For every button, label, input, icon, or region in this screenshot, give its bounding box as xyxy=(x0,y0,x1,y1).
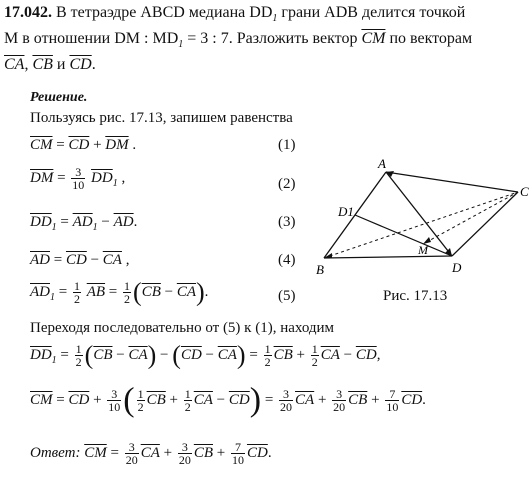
vector-cd: $\overline{CD}$ xyxy=(69,56,92,73)
edge-ac xyxy=(386,172,518,192)
equation-1: $\overline{CM} = \overline{CD} + \overline{DM}$ . xyxy=(30,137,137,153)
equation-3: $\overline{DD}_1 = \overline{AD}_1 - \overline{AD}$. xyxy=(30,214,138,233)
conj-and: и xyxy=(56,56,66,73)
tetrahedron-figure xyxy=(314,150,529,280)
equation-number-5: (5) xyxy=(278,288,296,304)
equation-2: $\overline{DM}$ = $\frac{3}{10}$ $\overline{DD}_1$ , xyxy=(30,165,126,192)
figure-caption: Рис. 17.13 xyxy=(383,288,448,304)
problem-period: . xyxy=(91,56,96,73)
vector-cm: $\overline{CM}$ xyxy=(361,30,386,47)
problem-text-2: M в отношении DM : MD xyxy=(4,30,179,47)
label-b: B xyxy=(316,262,324,277)
problem-text-1-rest: грани ADB делится точкой xyxy=(277,4,466,21)
equation-number-2: (2) xyxy=(278,176,296,192)
vector-cb: $\overline{CB}$ xyxy=(32,56,53,73)
equation-number-4: (4) xyxy=(278,252,296,268)
problem-number: 17.042. xyxy=(4,4,52,21)
label-d1: D1 xyxy=(338,204,354,219)
label-m: M xyxy=(418,243,428,257)
problem-sub-1: 1 xyxy=(272,13,278,25)
answer-line: Ответ: $\overline{CM}$ = $\frac{3}{20}$ $\overline{CA}$ + $\frac{3}{20}$ $\overline{CB}$ + $\frac{7}{10}$ $\overline{CD}$. xyxy=(30,440,272,467)
problem-line-1 xyxy=(4,4,465,24)
problem-sub-2: 1 xyxy=(178,39,184,51)
problem-text-1: В тетраэдре ABCD медиана DD xyxy=(56,4,273,21)
equation-cm-expanded: $\overline{CM} = \overline{CD}$ + $\frac{3}{10}$ ( $\frac{1}{2}$ $\overline{CB}$ + $\frac{1}{2}$ $\overline{CA} - \overline{CD}$) = $\frac{3}{20}$ $\overline{CA}$ + $\frac{3}{20}$ $\overline{CB}$ + $\frac{7}{10}$ $\overline{CD}$. xyxy=(30,381,426,419)
equation-dd1-expanded: $\overline{DD}_1$ = $\frac{1}{2}$ $(\overline{CB} - \overline{CA}) - (\overline{CD} - \overline{CA})$ = $\frac{1}{2}$ $\overline{CB}$ + $\frac{1}{2}$ $\overline{CA} - \overline{CD}$, xyxy=(30,340,381,370)
solution-intro: Пользуясь рис. 17.13, запишем равенства xyxy=(30,110,293,126)
edge-bd xyxy=(324,256,452,258)
equation-number-3: (3) xyxy=(278,214,296,230)
median-dd1 xyxy=(355,215,452,256)
problem-line-2 xyxy=(4,30,472,50)
segment-cm xyxy=(423,192,518,244)
answer-label: Ответ: xyxy=(30,444,81,461)
vector-ca: $\overline{CA}$ xyxy=(4,56,25,73)
equation-number-1: (1) xyxy=(278,137,296,153)
problem-text-2-tail: по векторам xyxy=(385,30,473,47)
equation-4: $\overline{AD} = \overline{CD} - \overline{CA}$ , xyxy=(30,252,130,268)
label-c: C xyxy=(520,184,529,199)
solution-heading: Решение. xyxy=(30,90,88,105)
transition-text: Переходя последовательно от (5) к (1), находим xyxy=(30,320,335,336)
equation-5: $\overline{AD}_1$ = $\frac{1}{2}$ $\overline{AB}$ = $\frac{1}{2}$ $(\overline{CB} - \overline{CA})$. xyxy=(30,277,209,307)
problem-line-3: $\overline{CA}$, $\overline{CB}$ и $\overline{CD}$. xyxy=(4,56,96,73)
edge-cd xyxy=(452,192,518,256)
label-d: D xyxy=(452,260,462,275)
problem-text-2-rest: = 3 : 7. Разложить вектор xyxy=(183,30,362,47)
label-a: A xyxy=(378,156,386,171)
